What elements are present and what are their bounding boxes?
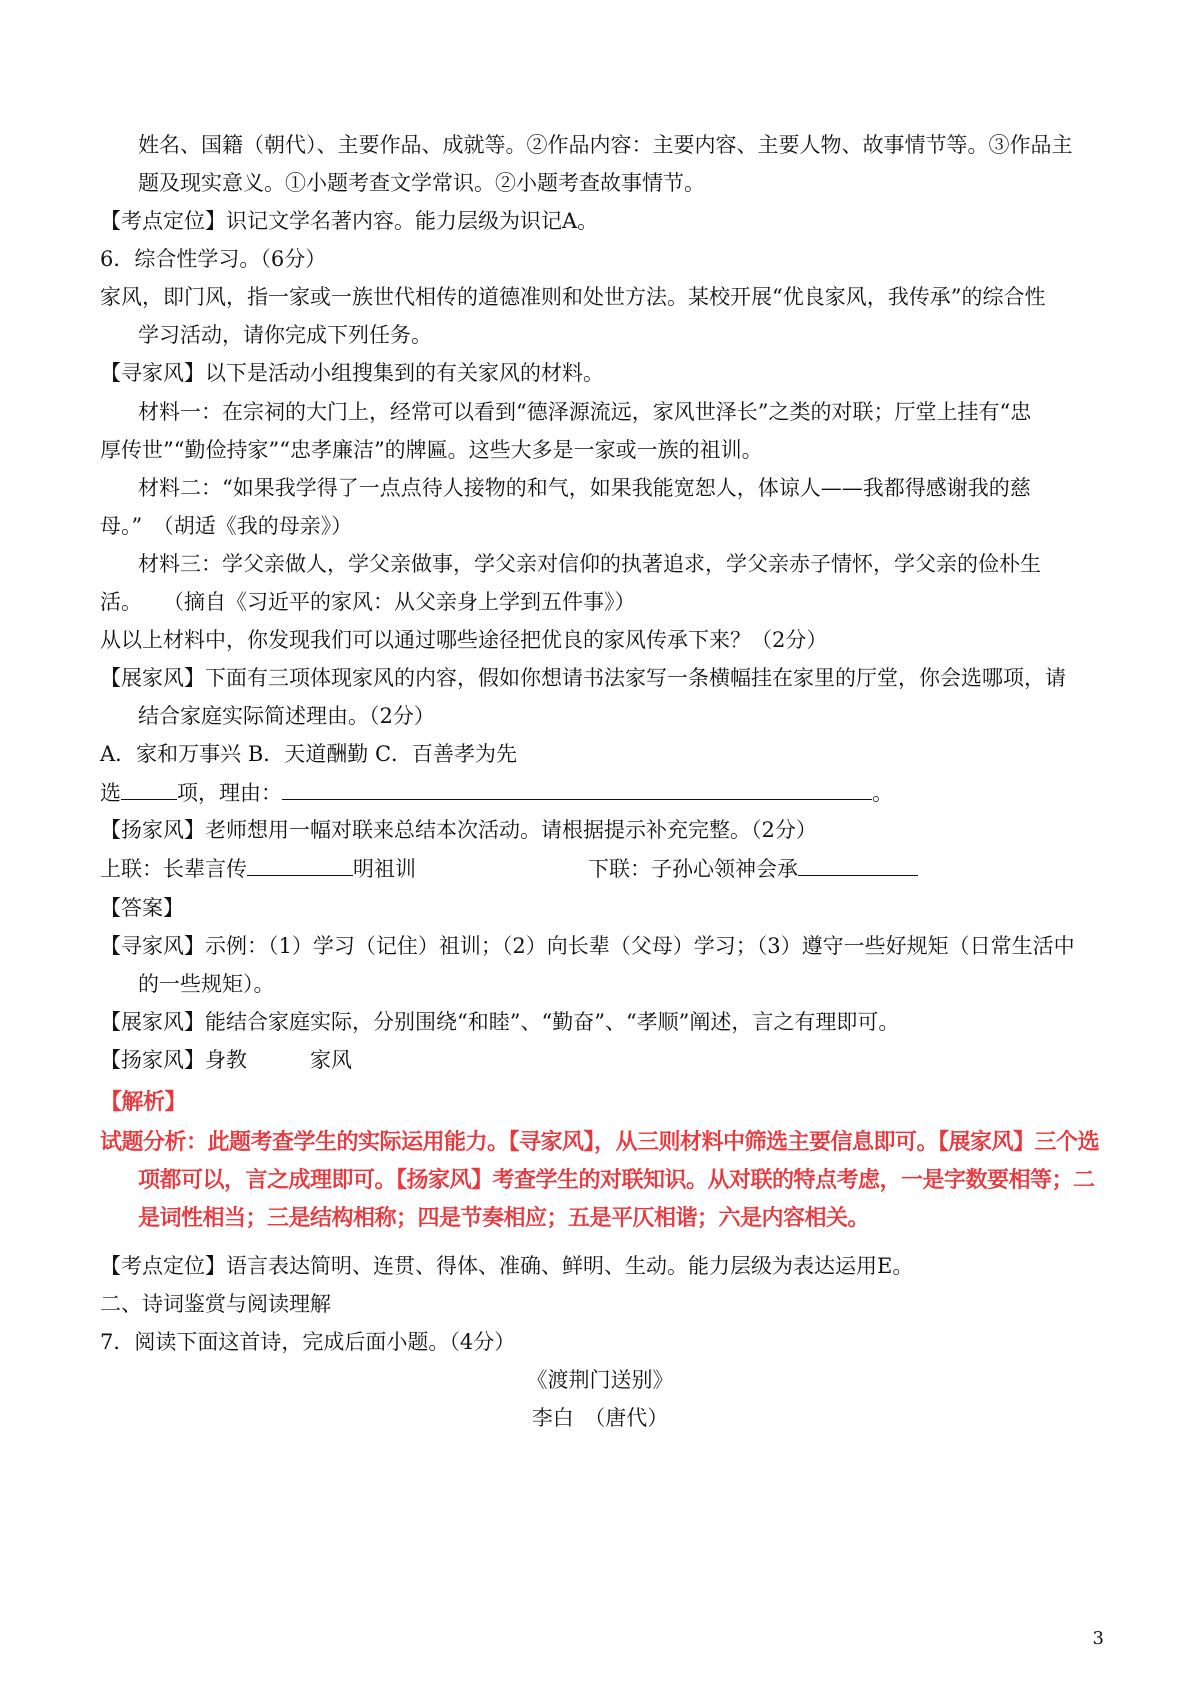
option-blank[interactable] [121, 777, 177, 800]
question-heading: 6．综合性学习。（6分） [100, 247, 327, 271]
choose-prefix: 选 [100, 781, 121, 805]
analysis-line: 是词性相当；三是结构相称；四是节奏相应；五是平仄相谐；六是内容相关。 [138, 1206, 870, 1231]
text-line: 学习活动，请你完成下列任务。 [138, 323, 432, 347]
couplet-upper [100, 853, 416, 884]
options-line: A．家和万事兴 B．天道酬勤 C．百善孝为先 [100, 742, 518, 766]
text-line: 姓名、国籍（朝代）、主要作品、成就等。②作品内容：主要内容、主要人物、故事情节等。③作品主 [138, 133, 1073, 157]
couplet-upper-prefix: 上联：长辈言传 [100, 857, 247, 881]
page-number: 3 [1092, 1628, 1104, 1649]
choose-line [100, 777, 893, 808]
text-line: 家风，即门风，指一家或一族世代相传的道德准则和处世方法。某校开展“优良家风，我传承”的综合性 [100, 285, 1046, 309]
couplet-lower-prefix: 下联：子孙心领神会承 [588, 857, 798, 881]
material-one: 材料一：在宗祠的大门上，经常可以看到“德泽源流远，家风世泽长”之类的对联；厅堂上挂有“忠 [138, 400, 1032, 424]
reason-blank[interactable] [282, 777, 872, 800]
question-text: 从以上材料中，你发现我们可以通过哪些途径把优良的家风传承下来？（2分） [100, 628, 828, 652]
answer-line: 【寻家风】示例：（1）学习（记住）祖训；（2）向长辈（父母）学习；（3）遵守一些好规矩（日常生活中 [100, 934, 1075, 958]
text-line: 结合家庭实际简述理由。（2分） [138, 704, 435, 728]
text-line: 活。 （摘自《习近平的家风：从父亲身上学到五件事》） [100, 590, 636, 614]
answer-line: 【扬家风】身教 家风 [100, 1048, 352, 1072]
poem-author: 李白 （唐代） [531, 1406, 669, 1430]
poem-title: 《渡荆门送别》 [526, 1368, 674, 1392]
material-three: 材料三：学父亲做人，学父亲做事，学父亲对信仰的执著追求，学父亲赤子情怀，学父亲的俭朴生 [138, 552, 1041, 576]
text-line: 厚传世”“勤俭持家”“忠孝廉洁”的牌匾。这些大多是一家或一族的祖训。 [100, 438, 763, 462]
analysis-line: 试题分析：此题考查学生的实际运用能力。【寻家风】，从三则材料中筛选主要信息即可。【展家风】三个选 [100, 1130, 1100, 1155]
text-line: 母。” （胡适《我的母亲》） [100, 514, 353, 538]
couplet-lower [588, 853, 918, 884]
section-heading: 二、诗词鉴赏与阅读理解 [100, 1292, 331, 1316]
text-line: 题及现实意义。①小题考查文学常识。②小题考查故事情节。 [138, 171, 705, 195]
analysis-heading: 【解析】 [100, 1090, 187, 1115]
choose-suffix: 。 [872, 781, 893, 805]
analysis-line: 项都可以，言之成理即可。【扬家风】考查学生的对联知识。从对联的特点考虑，一是字数要相等；二 [138, 1168, 1095, 1193]
couplet-lower-blank[interactable] [798, 853, 918, 876]
material-two: 材料二：“如果我学得了一点点待人接物的和气，如果我能宽恕人，体谅人——我都得感谢我的慈 [138, 476, 1031, 500]
exam-point-label: 【考点定位】语言表达简明、连贯、得体、准确、鲜明、生动。能力层级为表达运用E。 [100, 1254, 914, 1278]
section-spread-family-style: 【扬家风】老师想用一幅对联来总结本次活动。请根据提示补充完整。（2分） [100, 818, 817, 842]
question-heading: 7．阅读下面这首诗，完成后面小题。（4分） [100, 1330, 516, 1354]
section-find-family-style: 【寻家风】以下是活动小组搜集到的有关家风的材料。 [100, 361, 604, 385]
choose-middle: 项，理由： [177, 781, 282, 805]
answer-line: 【展家风】能结合家庭实际，分别围绕“和睦”、“勤奋”、“孝顺”阐述，言之有理即可。 [100, 1010, 900, 1034]
section-show-family-style: 【展家风】下面有三项体现家风的内容，假如你想请书法家写一条横幅挂在家里的厅堂，你会选哪项，请 [100, 666, 1066, 690]
couplet-upper-suffix: 明祖训 [353, 857, 416, 881]
answer-line: 的一些规矩）。 [138, 972, 275, 996]
couplet-upper-blank[interactable] [247, 853, 353, 876]
answer-heading: 【答案】 [100, 896, 184, 920]
exam-point-label: 【考点定位】识记文学名著内容。能力层级为识记A。 [100, 209, 599, 233]
